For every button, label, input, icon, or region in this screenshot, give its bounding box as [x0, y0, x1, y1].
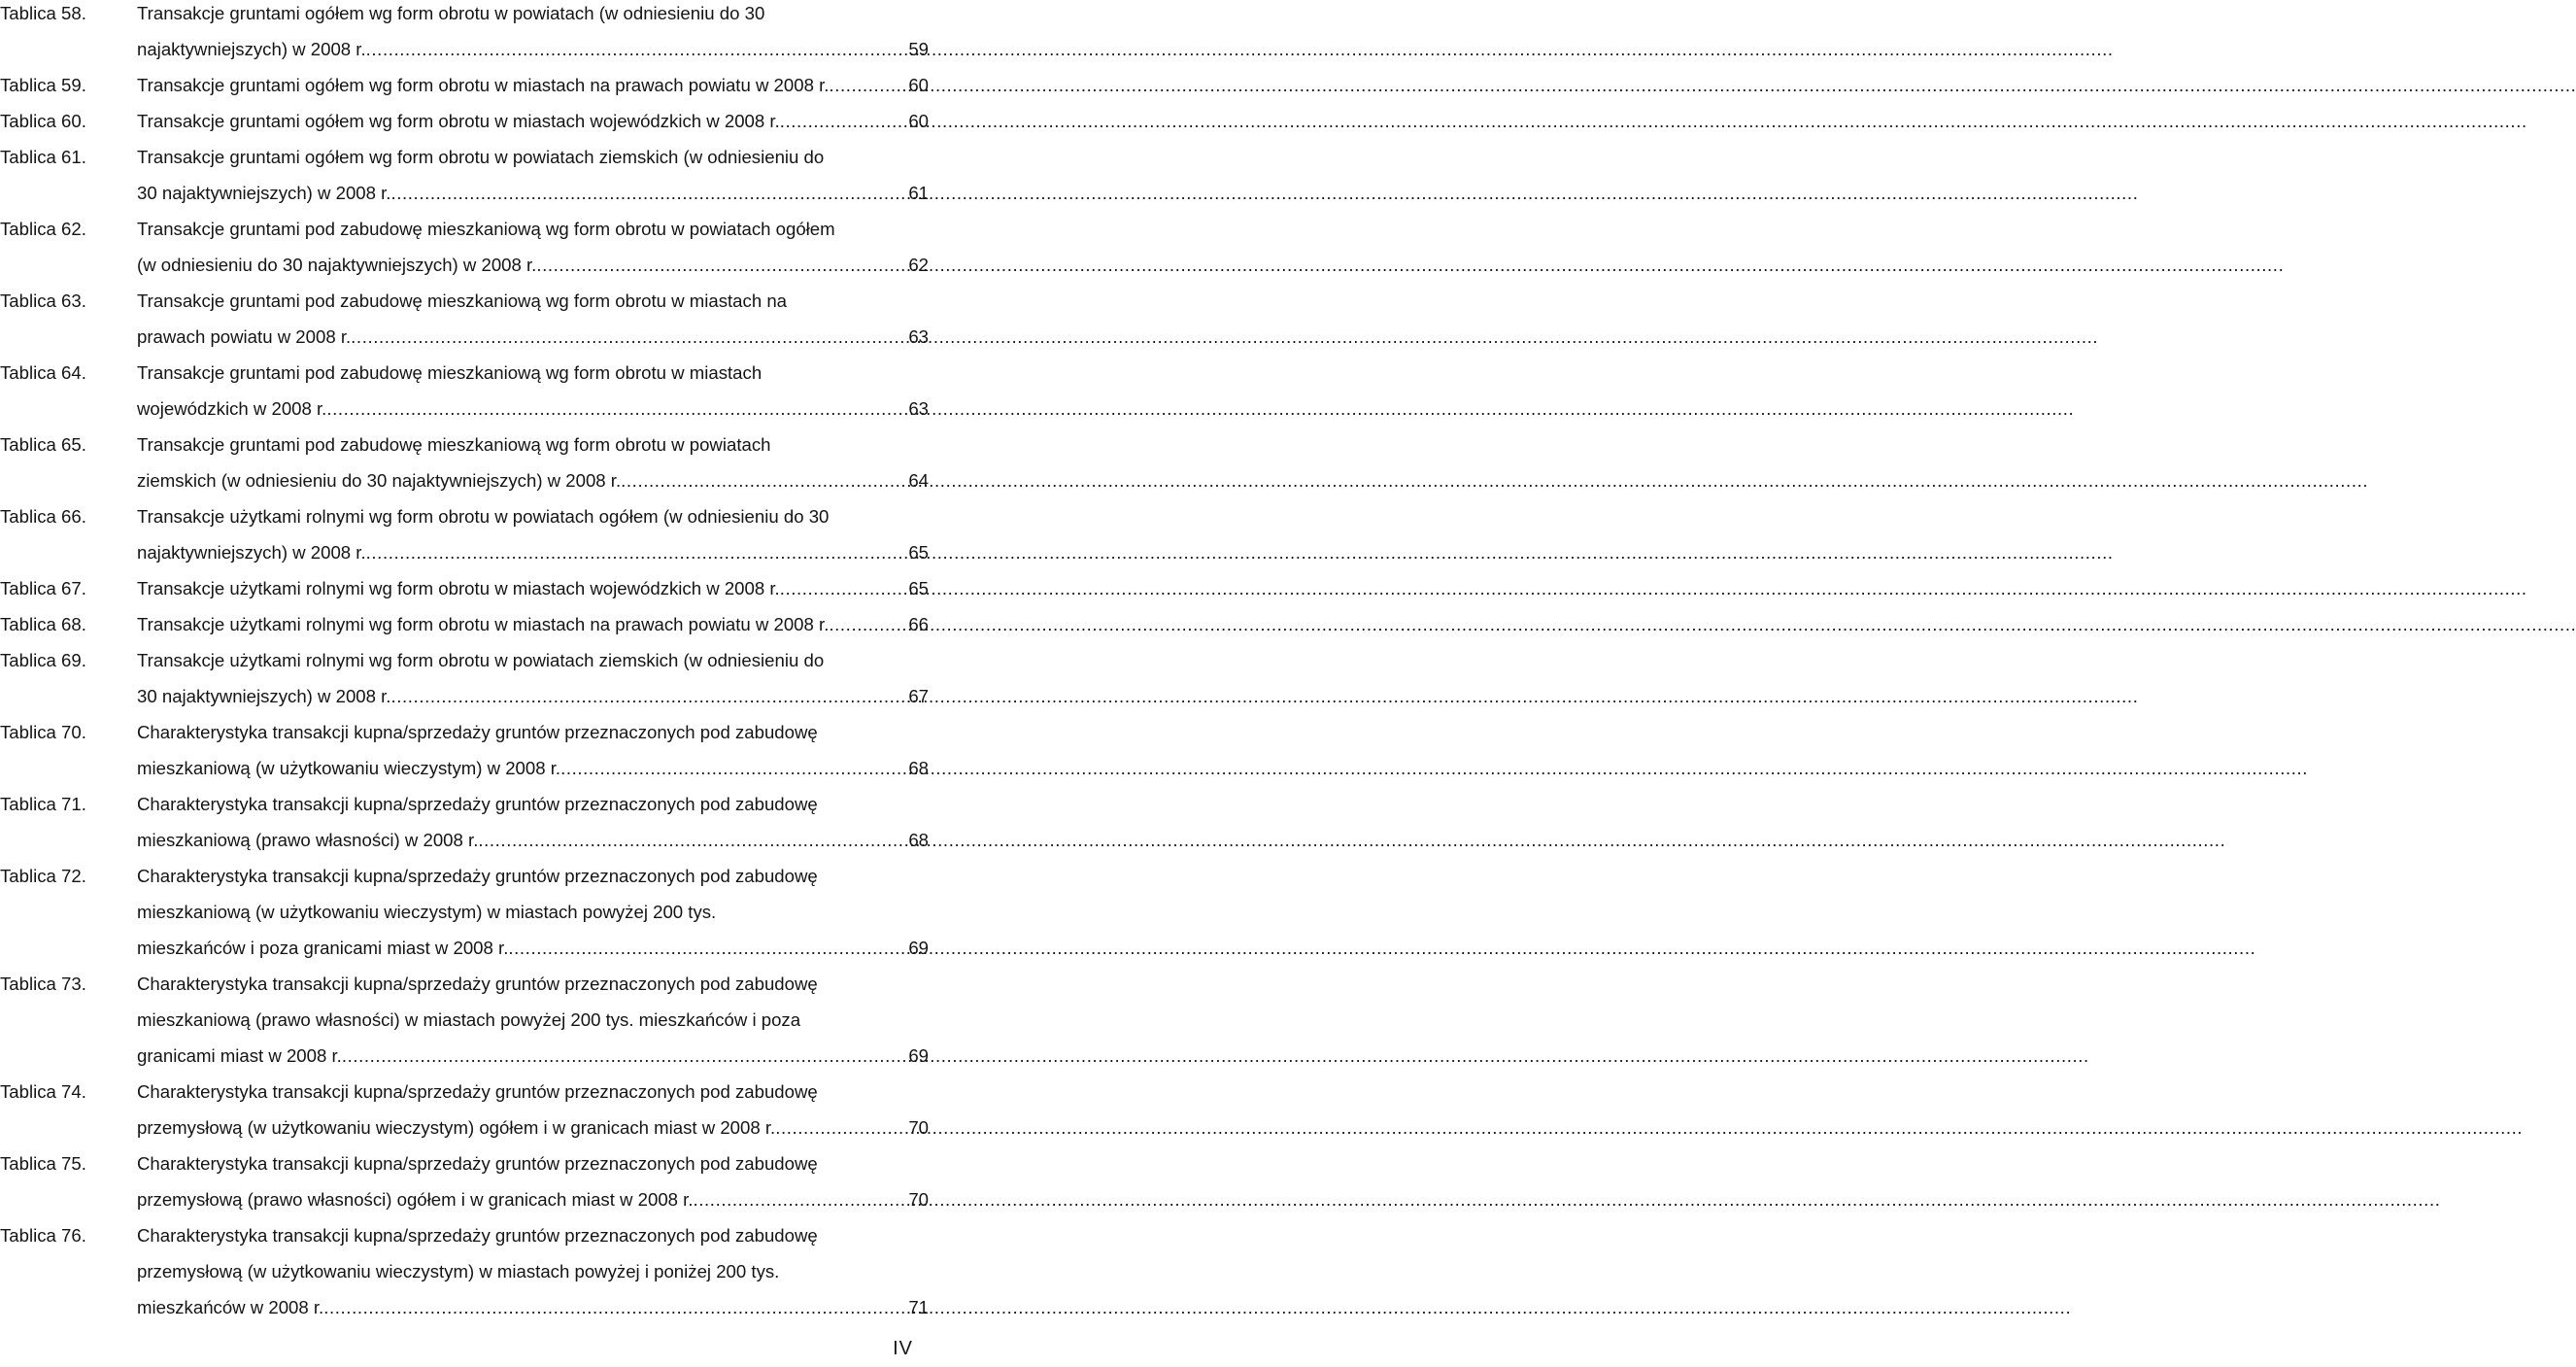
toc-entry-title: Transakcje użytkami rolnymi wg form obrotu w miastach wojewódzkich w 2008 r. [137, 578, 780, 598]
toc-line [0, 211, 929, 247]
toc-line [0, 570, 929, 606]
toc-entry-title: mieszkaniową (w użytkowaniu wieczystym) w miastach powyżej 200 tys. [137, 902, 717, 922]
toc-line [0, 247, 929, 283]
toc-entry-label: Tablica 75. [0, 1153, 86, 1174]
toc-line [0, 822, 929, 858]
toc-line [0, 1217, 929, 1253]
toc-entry-title: Transakcje gruntami pod zabudowę mieszkaniową wg form obrotu w powiatach [137, 434, 771, 455]
toc-entry-label: Tablica 60. [0, 111, 86, 131]
toc-entry-title: Charakterystyka transakcji kupna/sprzedaży gruntów przeznaczonych pod zabudowę [137, 974, 818, 994]
dot-leader [829, 606, 908, 642]
toc-entry-page: 66 [908, 614, 929, 634]
toc-line [0, 0, 929, 31]
toc-line [0, 462, 929, 498]
toc-entry-title: Charakterystyka transakcji kupna/sprzedaży gruntów przeznaczonych pod zabudowę [137, 866, 818, 886]
dot-leader [390, 678, 908, 714]
toc-entry[interactable] [0, 283, 929, 355]
toc-entry-title: Transakcje gruntami ogółem wg form obrotu w powiatach ziemskich (w odniesieniu do [137, 147, 825, 167]
toc-line [0, 175, 929, 211]
toc-entry[interactable] [0, 1145, 929, 1217]
toc-line [0, 894, 929, 930]
toc-entry-label: Tablica 74. [0, 1081, 86, 1102]
toc-entry[interactable] [0, 1074, 929, 1145]
toc-entry-page: 70 [908, 1117, 929, 1138]
toc-entry-page: 61 [908, 183, 929, 203]
toc-entry-title: wojewódzkich w 2008 r. [137, 398, 327, 419]
dot-leader [390, 175, 908, 211]
toc-entry-label: Tablica 72. [0, 866, 86, 886]
toc-entry-page: 60 [908, 75, 929, 95]
toc-entry-page: 67 [908, 686, 929, 706]
toc-entry-title: mieszkaniową (prawo własności) w 2008 r. [137, 830, 479, 850]
toc-entry-label: Tablica 71. [0, 794, 86, 814]
toc-entry-label: Tablica 69. [0, 650, 86, 670]
toc-entry[interactable] [0, 642, 929, 714]
toc-entry-title: mieszkaniową (w użytkowaniu wieczystym) w 2008 r. [137, 758, 561, 778]
toc-line [0, 1074, 929, 1110]
dot-leader [560, 750, 908, 786]
dot-leader [326, 391, 908, 427]
toc-entry-label: Tablica 64. [0, 362, 86, 383]
toc-entry[interactable] [0, 427, 929, 498]
toc-entry-title: przemysłową (prawo własności) ogółem i w granicach miast w 2008 r. [137, 1189, 694, 1210]
toc-entry-page: 63 [908, 326, 929, 347]
toc-entry-page: 70 [908, 1189, 929, 1210]
toc-entry-page: 69 [908, 1045, 929, 1066]
toc-line [0, 750, 929, 786]
toc-line [0, 498, 929, 534]
toc-entry[interactable] [0, 786, 929, 858]
toc-entry-page: 63 [908, 398, 929, 419]
toc-entry[interactable] [0, 355, 929, 427]
dot-leader [508, 930, 908, 966]
toc-entry[interactable] [0, 606, 929, 642]
toc-entry-page: 62 [908, 255, 929, 275]
toc-entry-page: 69 [908, 938, 929, 958]
toc-entry[interactable] [0, 714, 929, 786]
toc-entry-title: 30 najaktywniejszych) w 2008 r. [137, 686, 391, 706]
toc-entry-title: 30 najaktywniejszych) w 2008 r. [137, 183, 391, 203]
toc-entry-title: ziemskich (w odniesieniu do 30 najaktywniejszych) w 2008 r. [137, 470, 622, 491]
toc-line [0, 714, 929, 750]
toc-entry-page: 68 [908, 830, 929, 850]
toc-line [0, 858, 929, 894]
toc-line [0, 319, 929, 355]
toc-line [0, 1181, 929, 1217]
toc-entry[interactable] [0, 498, 929, 570]
toc-line [0, 1110, 929, 1145]
toc-line [0, 103, 929, 139]
toc-entry-label: Tablica 59. [0, 75, 86, 95]
toc-entry-title: Transakcje użytkami rolnymi wg form obrotu w powiatach ziemskich (w odniesieniu do [137, 650, 825, 670]
toc-entry-page: 68 [908, 758, 929, 778]
toc-entry-title: Transakcje gruntami ogółem wg form obrotu w miastach na prawach powiatu w 2008 r. [137, 75, 830, 95]
toc-entry-title: Transakcje gruntami ogółem wg form obrotu w powiatach (w odniesieniu do 30 [137, 3, 765, 23]
toc-entry-title: Charakterystyka transakcji kupna/sprzedaży gruntów przeznaczonych pod zabudowę [137, 794, 818, 814]
toc-entry-label: Tablica 73. [0, 974, 86, 994]
toc-entry-title: Transakcje użytkami rolnymi wg form obrotu w miastach na prawach powiatu w 2008 r. [137, 614, 830, 634]
toc-entry-label: Tablica 68. [0, 614, 86, 634]
toc-entry-label: Tablica 63. [0, 290, 86, 311]
toc-entry[interactable] [0, 139, 929, 211]
toc-entry[interactable] [0, 0, 929, 67]
toc-line [0, 534, 929, 570]
dot-leader [775, 1110, 908, 1145]
toc-line [0, 67, 929, 103]
toc-entry-title: granicami miast w 2008 r. [137, 1045, 342, 1066]
toc-line [0, 427, 929, 462]
toc-entry-label: Tablica 61. [0, 147, 86, 167]
toc-entry-title: mieszkaniową (prawo własności) w miastach powyżej 200 tys. mieszkańców i poza [137, 1009, 801, 1030]
toc-entry-label: Tablica 58. [0, 3, 86, 23]
toc-line [0, 391, 929, 427]
toc-line [0, 1253, 929, 1289]
toc-entry[interactable] [0, 103, 929, 139]
toc-entry-title: Transakcje gruntami pod zabudowę mieszkaniową wg form obrotu w powiatach ogółem [137, 219, 835, 239]
toc-entry-title: mieszkańców w 2008 r. [137, 1297, 324, 1317]
dot-leader [478, 822, 908, 858]
toc-entry-label: Tablica 67. [0, 578, 86, 598]
toc-entry-title: najaktywniejszych) w 2008 r. [137, 542, 366, 563]
toc-line [0, 606, 929, 642]
toc-line [0, 930, 929, 966]
toc-entry-title: najaktywniejszych) w 2008 r. [137, 39, 366, 59]
toc-entry-title: Charakterystyka transakcji kupna/sprzedaży gruntów przeznaczonych pod zabudowę [137, 1225, 818, 1246]
dot-leader [780, 103, 909, 139]
toc-entry-title: prawach powiatu w 2008 r. [137, 326, 352, 347]
toc-entry-page: 65 [908, 578, 929, 598]
toc-entry-page: 65 [908, 542, 929, 563]
toc-line [0, 966, 929, 1002]
toc-line [0, 1145, 929, 1181]
toc-entry-label: Tablica 70. [0, 722, 86, 742]
toc-entry-title: mieszkańców i poza granicami miast w 2008 r. [137, 938, 509, 958]
toc-entry[interactable] [0, 966, 929, 1074]
document-page [0, 0, 932, 1359]
toc-line [0, 31, 929, 67]
table-of-contents [0, 0, 929, 1325]
dot-leader [780, 570, 909, 606]
toc-entry-page: 60 [908, 111, 929, 131]
toc-line [0, 642, 929, 678]
toc-line [0, 283, 929, 319]
toc-line [0, 1289, 929, 1325]
toc-line [0, 678, 929, 714]
toc-entry-page: 59 [908, 39, 929, 59]
toc-entry-title: (w odniesieniu do 30 najaktywniejszych) w 2008 r. [137, 255, 537, 275]
toc-entry-title: Transakcje użytkami rolnymi wg form obrotu w powiatach ogółem (w odniesieniu do 30 [137, 506, 830, 527]
toc-line [0, 355, 929, 391]
toc-entry[interactable] [0, 858, 929, 966]
toc-entry-title: Charakterystyka transakcji kupna/sprzedaży gruntów przeznaczonych pod zabudowę [137, 1153, 818, 1174]
dot-leader [366, 31, 909, 67]
toc-entry-label: Tablica 76. [0, 1225, 86, 1246]
toc-entry-title: Transakcje gruntami pod zabudowę mieszkaniową wg form obrotu w miastach [137, 362, 763, 383]
toc-entry[interactable] [0, 570, 929, 606]
dot-leader [342, 1038, 908, 1074]
page-number: IV [893, 1338, 913, 1359]
toc-entry-label: Tablica 66. [0, 506, 86, 527]
toc-entry[interactable] [0, 211, 929, 283]
dot-leader [351, 319, 908, 355]
toc-entry-title: Transakcje gruntami ogółem wg form obrotu w miastach wojewódzkich w 2008 r. [137, 111, 780, 131]
dot-leader [536, 247, 908, 283]
toc-entry[interactable] [0, 67, 929, 103]
toc-line [0, 1038, 929, 1074]
toc-entry-label: Tablica 62. [0, 219, 86, 239]
dot-leader [694, 1181, 909, 1217]
toc-line [0, 786, 929, 822]
toc-line [0, 139, 929, 175]
toc-line [0, 1002, 929, 1038]
toc-entry[interactable] [0, 1217, 929, 1325]
toc-entry-page: 64 [908, 470, 929, 491]
toc-entry-title: przemysłową (w użytkowaniu wieczystym) ogółem i w granicach miast w 2008 r. [137, 1117, 776, 1138]
toc-entry-title: Transakcje gruntami pod zabudowę mieszkaniową wg form obrotu w miastach na [137, 290, 788, 311]
dot-leader [366, 534, 909, 570]
toc-entry-title: przemysłową (w użytkowaniu wieczystym) w miastach powyżej i poniżej 200 tys. [137, 1261, 780, 1282]
dot-leader [829, 67, 908, 103]
toc-entry-title: Charakterystyka transakcji kupna/sprzedaży gruntów przeznaczonych pod zabudowę [137, 722, 818, 742]
toc-entry-label: Tablica 65. [0, 434, 86, 455]
toc-entry-title: Charakterystyka transakcji kupna/sprzedaży gruntów przeznaczonych pod zabudowę [137, 1081, 818, 1102]
dot-leader [621, 462, 908, 498]
toc-entry-page: 71 [908, 1297, 929, 1317]
dot-leader [323, 1289, 908, 1325]
